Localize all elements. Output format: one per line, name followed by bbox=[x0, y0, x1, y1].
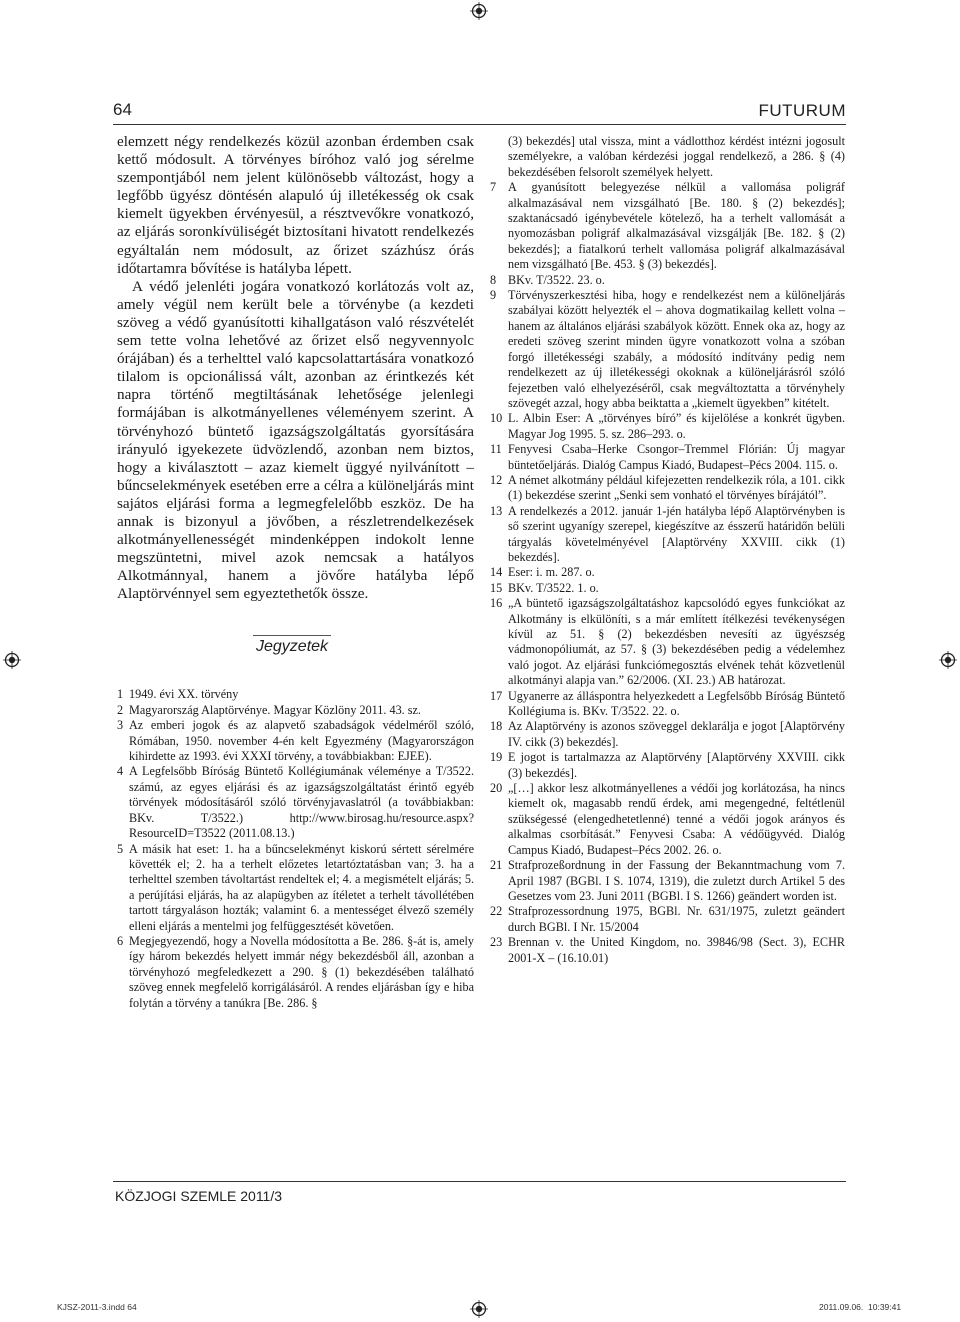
right-column bbox=[490, 134, 845, 966]
body-paragraph: A védő jelenléti jogára vonatkozó korlátozás volt az, amely végül nem került bele a törvénybe (a kezdeti szöveg a védő gyanúsítotti kihallgatáson való részvételét sem tette volna lehetővé az őrizet első negyvennyolc órájában) és a terhelttel való kapcsolattartására vonatkozó tilalom is opcionálissá vált, azonban az érintkezés két napra történő megtiltásának lehetősége jelenlegi formájában is alkotmányellenes véleményem szerint. A törvényhozó büntető igazságszolgáltatás gyorsítására irányuló igyekezete üdvözlendő, azonban nem biztos, hogy a kiválasztott – azaz kiemelt üggyé nyilvánított – bűncselekmények esetében erre a célra a különeljárás mint sajátos eljárási forma a legmegfelelőbb eszköz. De ha annak is bizonyul a jövőben, a részletrendelkezések alkotmányellenességét mindenképpen indokolt lenne megszüntetni, mivel azok nemcsak a hatályos Alkotmánnyal, hanem a jövőre hatályba lépő Alaptörvénnyel sem egyeztethetők össze. bbox=[117, 277, 474, 603]
endnote: 1 1949. évi XX. törvény bbox=[117, 687, 239, 702]
body-paragraph: elemzett négy rendelkezés közül azonban érdemben csak kettő módosult. A törvényes bíróhoz való jog sérelme szempontjából nem jelent különösebb változást, hogy a legfőbb ügyész döntésén alapuló új illetékesség ok csak kiemelt ügyekben érvényesül, a résztvevőkre vonatkozó, az eljárás soronkívüliségét biztosítani hivatott rendelkezés egyáltalán nem módosult, az őrizet százhúsz órás időtartamra bővítése is hatályba lépett. bbox=[117, 133, 474, 277]
endnote: 13 A rendelkezés a 2012. január 1-jén hatályba lépő Alaptörvényben is ső szerint ugyanígy szerepel, kiegészítve az ésszerű határidőn belüli tárgyalás követelményével [Alaptörvény XXVIII. cikk (1) bekezdés]. bbox=[490, 503, 845, 564]
endnote: 10 L. Albin Eser: A „törvényes bíró” és kijelölése a konkrét ügyben. Magyar Jog 1995. 5. sz. 286–293. o. bbox=[490, 411, 845, 441]
endnote: 18 Az Alaptörvény is azonos szöveggel deklarálja e jogot [Alaptörvény IV. cikk (3) bekezdés]. bbox=[490, 719, 845, 749]
endnote: 20 „[…] akkor lesz alkotmányellenes a védői jog korlátozása, ha nincs kiemelt ok, magasabb rendű érdek, ami megengedné, feltétlenül szükségessé (elengedhetetlenné) tenné a védői jogok arányos és alkalmas csorbítását.” Fenyvesi Csaba: A védőügyvéd. Dialóg Campus Kiadó, Budapest–Pécs 2002. 26. o. bbox=[490, 781, 845, 857]
endnote: 15 BKv. T/3522. 1. o. bbox=[490, 580, 599, 595]
header-rule bbox=[113, 124, 846, 125]
endnote: 19 E jogot is tartalmazza az Alaptörvény [Alaptörvény XXVIII. cikk (3) bekezdés]. bbox=[490, 750, 845, 780]
registration-mark-bottom-icon bbox=[470, 1300, 488, 1318]
endnote: 21 Strafprozeßordnung in der Fassung der Bekanntmachung vom 7. April 1987 (BGBl. I S. 1074, 1319), die zuletzt durch Artikel 5 des Gesetzes vom 23. Juni 2011 (BGBl. I S. 1266) geändert worden ist. bbox=[490, 858, 845, 903]
registration-mark-right-icon bbox=[939, 651, 957, 669]
endnotes-list-continued bbox=[490, 180, 845, 966]
endnote: 7 A gyanúsított belegyezése nélkül a vallomása poligráf alkalmazásával nem vizsgálható [Be. 180. § (2) bekezdés]; szaktanácsadó igénybevétele kötelező, ha a terhelt vallomását a nyomozásban poligráf alkalmazásával vizsgálják [Be. 182. § (2) bekezdés]; a fiatalkorú terhelt vallomása poligráf alkalmazásával nem vizsgálható [Be. 453. § (3) bekezdés]. bbox=[490, 180, 845, 272]
endnote: 8 BKv. T/3522. 23. o. bbox=[490, 272, 605, 287]
slug-file: KJSZ-2011-3.indd 64 bbox=[57, 1302, 137, 1312]
endnote: 2 Magyarország Alaptörvénye. Magyar Közlöny 2011. 43. sz. bbox=[117, 702, 421, 717]
endnote: 11 Fenyvesi Csaba–Herke Csongor–Tremmel Flórián: Új magyar büntetőeljárás. Dialóg Campus Kiadó, Budapest–Pécs 2004. 115. o. bbox=[490, 442, 845, 472]
endnote: 4 A Legfelsőbb Bíróság Büntető Kollégiumának véleménye a T/3522. számú, az egyes eljárási és az igazságszolgáltatást érintő egyéb törvények módosításáról szóló törvényjavaslatról (a továbbiakban: BKv. T/3522.) http://www.birosag.hu/resource.aspx?ResourceID=T3522 (2011.08.13.) bbox=[117, 764, 474, 841]
endnotes-list bbox=[117, 687, 474, 1011]
endnote: 16 „A büntető igazságszolgáltatáshoz kapcsolódó egyes funkciókat az Alkotmány is elkülöníti, s a már említett ítélkezési tevékenységen kívül az 51. § (2) bekezdésben nevesíti az ügyészség vádmonopóliumát, az 57. § (3) bekezdésében pedig a védelemhez való jogot. Az eljárási funkciómegosztás elvének tehát közvetlenül alkotmányi alapja van.” 62/2006. (XI. 23.) AB határozat. bbox=[490, 596, 845, 688]
endnote: 12 A német alkotmány például kifejezetten rendelkezik róla, a 101. cikk (1) bekezdése szerint „Senki sem vonható el törvényes bírájától”. bbox=[490, 472, 845, 503]
notes-heading-block bbox=[117, 623, 474, 687]
left-column bbox=[117, 133, 474, 1011]
page-number: 64 bbox=[113, 100, 132, 119]
registration-mark-left-icon bbox=[3, 651, 21, 669]
endnote: 22 Strafprozessordnung 1975, BGBl. Nr. 631/1975, zuletzt geändert durch BGBl. I Nr. 15/2004 bbox=[490, 904, 845, 934]
slug-time: 10:39:41 bbox=[868, 1302, 902, 1312]
endnote-continuation: (3) bekezdés] utal vissza, mint a vádlotthoz kérdést intézni jogosult személyekre, a valóban kérdezési joggal rendelkező, a 286. § (4) bekezdésében felsorolt személyek helyett. bbox=[508, 134, 845, 179]
endnote: 23 Brennan v. the United Kingdom, no. 39846/98 (Sect. 3), ECHR 2001-X – (16.10.01) bbox=[490, 935, 845, 965]
running-head: FUTURUM bbox=[758, 101, 846, 120]
journal-footer: KÖZJOGI SZEMLE 2011/3 bbox=[115, 1188, 283, 1204]
endnote: 5 A másik hat eset: 1. ha a bűncselekményt kiskorú sértett sérelmére követték el; 2. ha a terhelt előzetes letartóztatásban van; 3. ha a terhelttel szemben távoltartást rendeltek el; 4. a megismételt eljárás; 5. a perújítási eljárás, ha az alapügyben az ítéletet a terhelt távollétében tartott tárgyaláson hozták; valamint 6. a mentességet élvező személy elleni eljárás a mentelmi jog felfüggesztését követően. bbox=[117, 841, 474, 933]
notes-heading: Jegyzetek bbox=[256, 638, 329, 656]
footer-rule bbox=[113, 1181, 846, 1182]
endnote: 17 Ugyanerre az álláspontra helyezkedett a Legfelsőbb Bíróság Büntető Kollégiuma is. BKv. T/3522. 22. o. bbox=[490, 688, 845, 719]
endnote: 14 Eser: i. m. 287. o. bbox=[490, 565, 595, 580]
slug-date: 2011.09.06. bbox=[819, 1302, 864, 1312]
notes-heading-rule bbox=[253, 635, 331, 636]
endnote: 6 Megjegyezendő, hogy a Novella módosította a Be. 286. §-át is, amely így három bekezdés helyett immár négy bekezdésből áll, azonban a törvényhozó megfeledkezett a 290. § (1) bekezdésében található szöveg ennek megfelelő korrigálásáról. A rendes eljárásban így e hiba folytán a törvény a tanúkra [Be. 286. § bbox=[117, 933, 474, 1010]
registration-mark-top-icon bbox=[470, 2, 488, 20]
endnote: 3 Az emberi jogok és az alapvető szabadságok védelméről szóló, Rómában, 1950. november 4-én kelt Egyezmény (Magyarországon kihirdette az 1993. évi XXXI törvény, a továbbiakban: EJEE). bbox=[117, 718, 474, 764]
endnote: 9 Törvényszerkesztési hiba, hogy e rendelkezést nem a különeljárás szabályai között helyezték el – ahova dogmatikailag kellett volna – hanem az általános eljárási szabályok között. Ennek oka az, hogy az eredeti szöveg szerint minden ügyre vonatkozott volna a szóban forgó illetékességi szabály, a módosító indítvány pedig nem rendelkezett az új illetékességi okoknak a különeljárásról szóló fejezetben való elhelyezéséről, csak megváltoztatta a törvényhely szövegét azzal, hogy abba beiktatta a „kiemelt ügyekben” kitételt. bbox=[490, 288, 845, 410]
